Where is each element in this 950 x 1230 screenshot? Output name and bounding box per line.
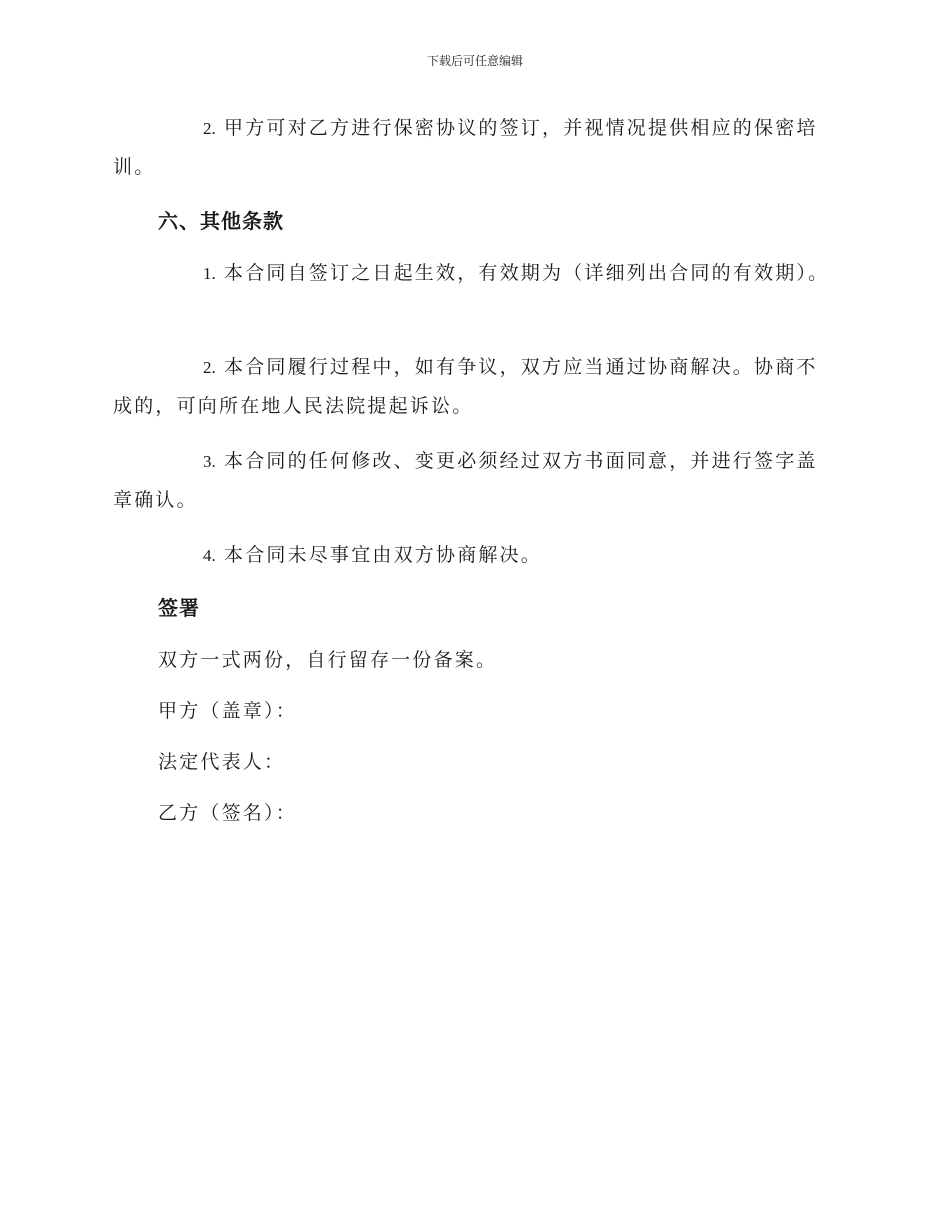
clause-text: 本合同的任何修改、变更必须经过双方书面同意，并进行签字盖章确认。: [113, 450, 818, 511]
clause-number: 2.: [203, 358, 216, 377]
clause-text: 本合同履行过程中，如有争议，双方应当通过协商解决。协商不成的，可向所在地人民法院提起诉讼。: [113, 356, 818, 417]
clause-6-3: [113, 442, 833, 519]
party-a-seal-label: 甲方（盖章）：: [158, 700, 297, 722]
section-heading-signature: 签署: [158, 596, 200, 620]
clause-5-2: [113, 109, 833, 186]
clause-number: 1.: [203, 264, 216, 283]
clause-number: 3.: [203, 452, 216, 471]
party-b-signature-label: 乙方（签名）：: [158, 802, 297, 824]
clause-6-1: [113, 254, 833, 293]
clause-text: 本合同自签订之日起生效，有效期为（详细列出合同的有效期）。: [224, 262, 830, 284]
clause-text: 甲方可对乙方进行保密协议的签订，并视情况提供相应的保密培训。: [113, 117, 818, 178]
section-heading-other-terms: 六、其他条款: [158, 209, 284, 233]
copies-note: 双方一式两份，自行留存一份备案。: [158, 649, 498, 671]
clause-6-4: [113, 536, 833, 575]
clause-number: 4.: [203, 546, 216, 565]
clause-6-2: [113, 348, 833, 425]
clause-text: 本合同未尽事宜由双方协商解决。: [224, 544, 543, 566]
legal-representative-label: 法定代表人：: [158, 751, 286, 773]
clause-number: 2.: [203, 119, 216, 138]
page-header: 下载后可任意编辑: [426, 54, 523, 68]
